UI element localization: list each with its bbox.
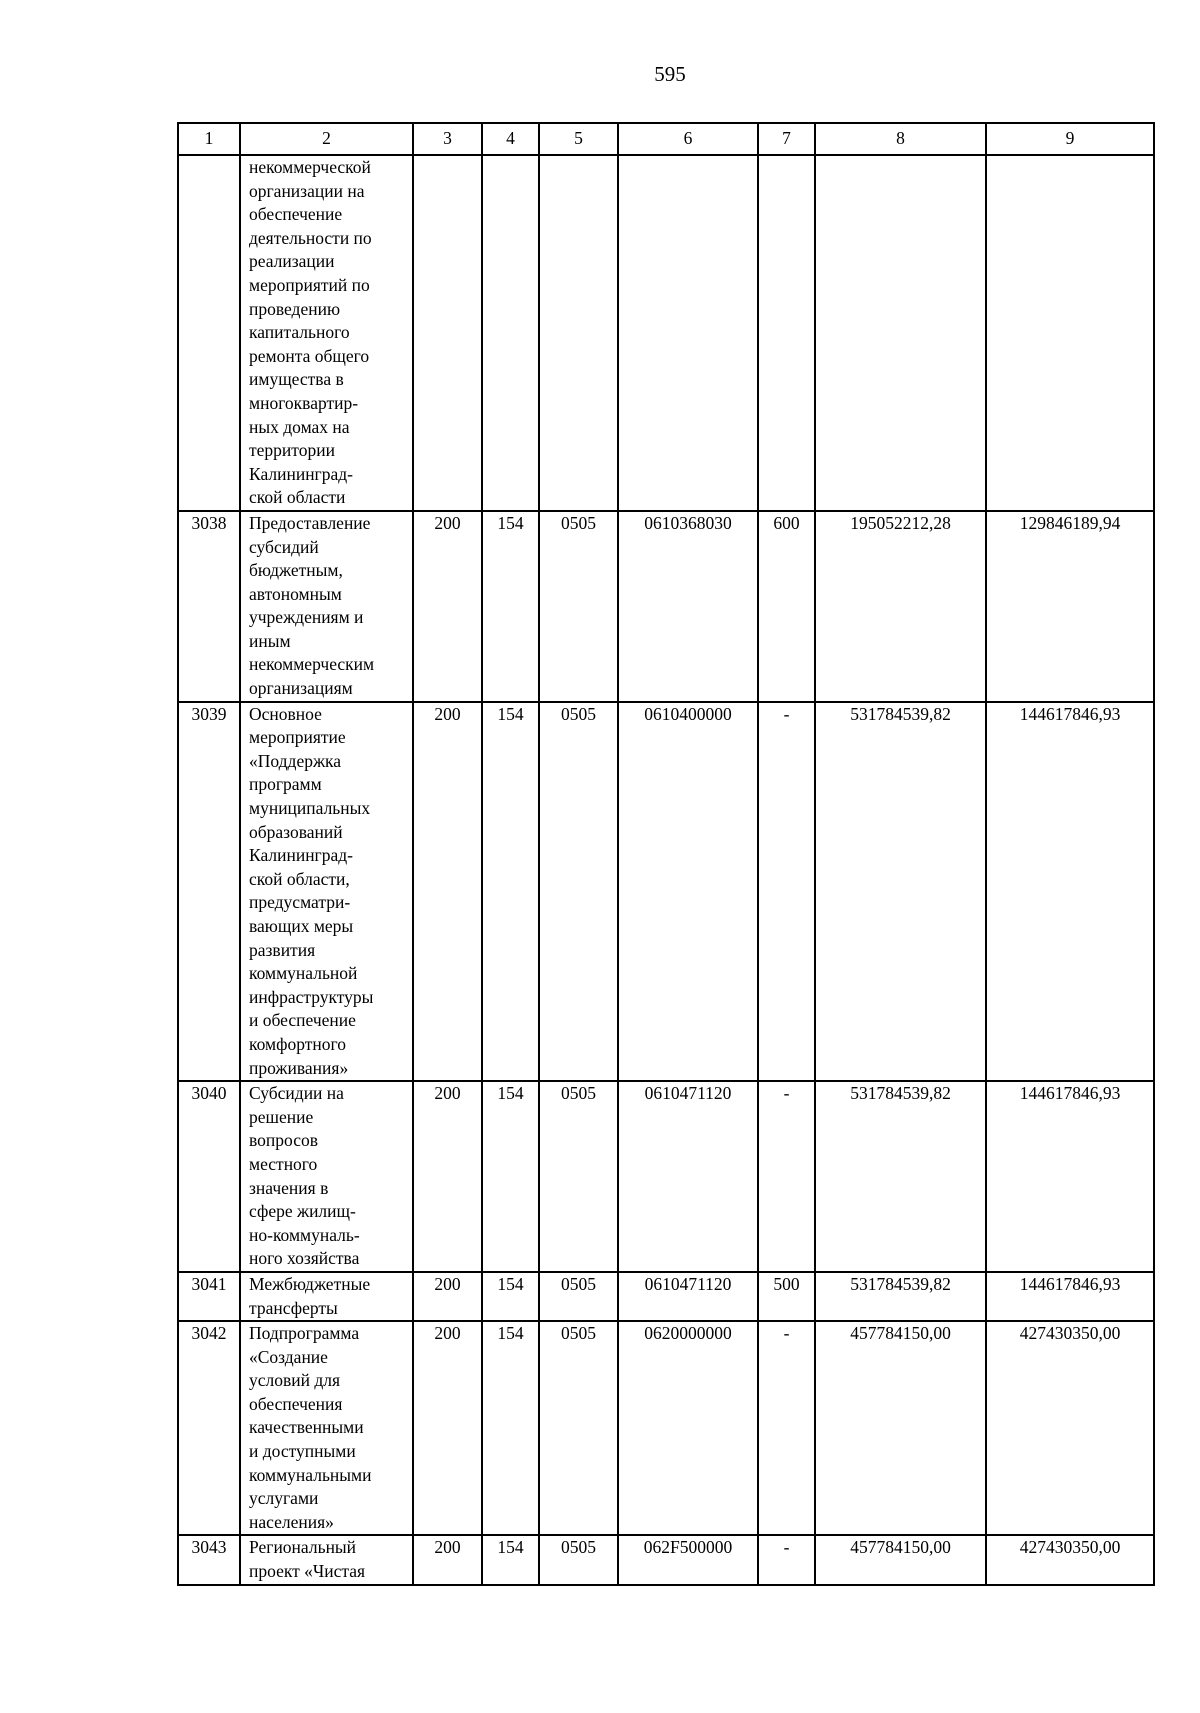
- row-col6: 0610368030: [618, 511, 758, 702]
- row-col9: 144617846,93: [986, 1081, 1154, 1272]
- row-col4: 154: [482, 1272, 539, 1321]
- row-col7: -: [758, 1321, 815, 1535]
- row-col4: 154: [482, 702, 539, 1082]
- row-col5: 0505: [539, 1321, 618, 1535]
- row-col4: 154: [482, 1321, 539, 1535]
- row-col9: [986, 155, 1154, 511]
- table-row: [178, 511, 1154, 702]
- row-col8: 195052212,28: [815, 511, 986, 702]
- row-col8: 531784539,82: [815, 1081, 986, 1272]
- row-col7: -: [758, 1535, 815, 1584]
- row-col4: 154: [482, 1081, 539, 1272]
- row-col6: 0620000000: [618, 1321, 758, 1535]
- row-name: Субсидии на решение вопросов местного значения в сфере жилищ- но-коммуналь- ного хозяйства: [240, 1081, 413, 1272]
- row-id: [178, 155, 240, 511]
- page-number: 595: [654, 62, 686, 86]
- row-col3: 200: [413, 511, 482, 702]
- row-id: 3039: [178, 702, 240, 1082]
- row-col7: 600: [758, 511, 815, 702]
- row-col9: 427430350,00: [986, 1321, 1154, 1535]
- row-col6: 062F500000: [618, 1535, 758, 1584]
- row-col5: 0505: [539, 511, 618, 702]
- row-col5: 0505: [539, 702, 618, 1082]
- row-col6: 0610471120: [618, 1272, 758, 1321]
- row-id: 3042: [178, 1321, 240, 1535]
- row-col7: -: [758, 1081, 815, 1272]
- row-col4: [482, 155, 539, 511]
- column-header: 6: [618, 123, 758, 155]
- row-col8: 457784150,00: [815, 1321, 986, 1535]
- row-col3: 200: [413, 1535, 482, 1584]
- column-header: 7: [758, 123, 815, 155]
- table-row: [178, 702, 1154, 1082]
- header-row: [178, 123, 1154, 155]
- row-col8: 531784539,82: [815, 1272, 986, 1321]
- row-id: 3040: [178, 1081, 240, 1272]
- row-col8: [815, 155, 986, 511]
- row-col8: 531784539,82: [815, 702, 986, 1082]
- row-col7: -: [758, 702, 815, 1082]
- row-col4: 154: [482, 511, 539, 702]
- row-id: 3043: [178, 1535, 240, 1584]
- row-col6: 0610471120: [618, 1081, 758, 1272]
- row-col5: [539, 155, 618, 511]
- row-col4: 154: [482, 1535, 539, 1584]
- row-name: Межбюджетные трансферты: [240, 1272, 413, 1321]
- row-col5: 0505: [539, 1535, 618, 1584]
- row-col5: 0505: [539, 1272, 618, 1321]
- row-col8: 457784150,00: [815, 1535, 986, 1584]
- column-header: 2: [240, 123, 413, 155]
- row-col9: 427430350,00: [986, 1535, 1154, 1584]
- row-col3: [413, 155, 482, 511]
- row-col6: 0610400000: [618, 702, 758, 1082]
- row-id: 3041: [178, 1272, 240, 1321]
- row-name: Подпрограмма «Создание условий для обеспечения качественными и доступными коммунальными услугами населения»: [240, 1321, 413, 1535]
- row-col3: 200: [413, 1272, 482, 1321]
- column-header: 4: [482, 123, 539, 155]
- row-col5: 0505: [539, 1081, 618, 1272]
- row-name: Основное мероприятие «Поддержка программ муниципальных образований Калининград- ской области, предусматри- вающих меры развития коммунальной инфраструктуры и обеспечение комфортного проживания»: [240, 702, 413, 1082]
- row-name: некоммерческой организации на обеспечение деятельности по реализации мероприятий по проведению капитального ремонта общего имущества в многоквартир- ных домах на территории Калининград- ской области: [240, 155, 413, 511]
- row-col9: 144617846,93: [986, 1272, 1154, 1321]
- table-row: [178, 155, 1154, 511]
- row-col9: 129846189,94: [986, 511, 1154, 702]
- row-name: Предоставление субсидий бюджетным, автономным учреждениям и иным некоммерческим организациям: [240, 511, 413, 702]
- column-header: 8: [815, 123, 986, 155]
- row-id: 3038: [178, 511, 240, 702]
- row-name: Региональный проект «Чистая: [240, 1535, 413, 1584]
- column-header: 5: [539, 123, 618, 155]
- row-col9: 144617846,93: [986, 702, 1154, 1082]
- table-row: [178, 1321, 1154, 1535]
- table-row: [178, 1081, 1154, 1272]
- budget-table: [177, 122, 1155, 1586]
- row-col7: 500: [758, 1272, 815, 1321]
- column-header: 1: [178, 123, 240, 155]
- column-header: 3: [413, 123, 482, 155]
- column-header: 9: [986, 123, 1154, 155]
- row-col3: 200: [413, 1081, 482, 1272]
- table-row: [178, 1272, 1154, 1321]
- row-col3: 200: [413, 1321, 482, 1535]
- row-col6: [618, 155, 758, 511]
- row-col3: 200: [413, 702, 482, 1082]
- table-row: [178, 1535, 1154, 1584]
- row-col7: [758, 155, 815, 511]
